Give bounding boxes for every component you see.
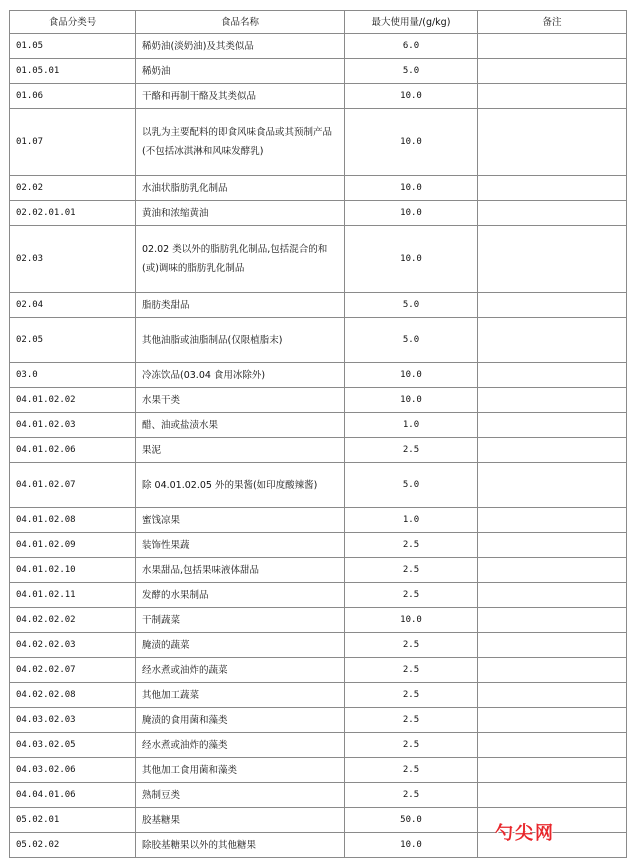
cell-food-name: 果泥 bbox=[136, 438, 345, 463]
table-row bbox=[10, 808, 627, 833]
cell-remarks bbox=[478, 413, 627, 438]
table-row bbox=[10, 558, 627, 583]
cell-food-name: 以乳为主要配料的即食风味食品或其预制产品(不包括冰淇淋和风味发酵乳) bbox=[136, 109, 345, 176]
cell-max-usage: 2.5 bbox=[345, 438, 478, 463]
table-row bbox=[10, 583, 627, 608]
cell-category-code: 05.02.01 bbox=[10, 808, 136, 833]
table-row bbox=[10, 34, 627, 59]
cell-food-name: 02.02 类以外的脂肪乳化制品,包括混合的和(或)调味的脂肪乳化制品 bbox=[136, 226, 345, 293]
cell-food-name: 除胶基糖果以外的其他糖果 bbox=[136, 833, 345, 858]
cell-food-name: 脂肪类甜品 bbox=[136, 293, 345, 318]
cell-food-name: 发酵的水果制品 bbox=[136, 583, 345, 608]
cell-remarks bbox=[478, 633, 627, 658]
cell-category-code: 04.03.02.03 bbox=[10, 708, 136, 733]
cell-category-code: 01.05 bbox=[10, 34, 136, 59]
cell-food-name: 装饰性果蔬 bbox=[136, 533, 345, 558]
cell-remarks bbox=[478, 758, 627, 783]
cell-max-usage: 10.0 bbox=[345, 176, 478, 201]
cell-food-name: 稀奶油(淡奶油)及其类似品 bbox=[136, 34, 345, 59]
cell-food-name: 稀奶油 bbox=[136, 59, 345, 84]
cell-remarks bbox=[478, 683, 627, 708]
table-row bbox=[10, 658, 627, 683]
cell-category-code: 04.04.01.06 bbox=[10, 783, 136, 808]
cell-remarks bbox=[478, 508, 627, 533]
cell-category-code: 02.02 bbox=[10, 176, 136, 201]
cell-food-name: 胶基糖果 bbox=[136, 808, 345, 833]
cell-category-code: 01.05.01 bbox=[10, 59, 136, 84]
cell-max-usage: 5.0 bbox=[345, 318, 478, 363]
cell-remarks bbox=[478, 363, 627, 388]
cell-remarks bbox=[478, 708, 627, 733]
cell-category-code: 04.03.02.05 bbox=[10, 733, 136, 758]
cell-remarks bbox=[478, 318, 627, 363]
cell-category-code: 04.02.02.08 bbox=[10, 683, 136, 708]
cell-food-name: 经水煮或油炸的蔬菜 bbox=[136, 658, 345, 683]
cell-food-name: 腌渍的蔬菜 bbox=[136, 633, 345, 658]
cell-food-name: 其他加工蔬菜 bbox=[136, 683, 345, 708]
cell-category-code: 02.04 bbox=[10, 293, 136, 318]
cell-remarks bbox=[478, 558, 627, 583]
table-row bbox=[10, 833, 627, 858]
cell-category-code: 04.02.02.07 bbox=[10, 658, 136, 683]
cell-max-usage: 2.5 bbox=[345, 633, 478, 658]
cell-food-name: 干酪和再制干酪及其类似品 bbox=[136, 84, 345, 109]
cell-max-usage: 10.0 bbox=[345, 201, 478, 226]
table-row bbox=[10, 733, 627, 758]
cell-food-name: 熟制豆类 bbox=[136, 783, 345, 808]
cell-remarks bbox=[478, 658, 627, 683]
cell-food-name: 除 04.01.02.05 外的果酱(如印度酸辣酱) bbox=[136, 463, 345, 508]
cell-max-usage: 2.5 bbox=[345, 783, 478, 808]
cell-remarks bbox=[478, 84, 627, 109]
cell-food-name: 干制蔬菜 bbox=[136, 608, 345, 633]
cell-food-name: 经水煮或油炸的藻类 bbox=[136, 733, 345, 758]
cell-remarks bbox=[478, 109, 627, 176]
cell-food-name: 醋、油或盐渍水果 bbox=[136, 413, 345, 438]
cell-category-code: 04.03.02.06 bbox=[10, 758, 136, 783]
cell-max-usage: 10.0 bbox=[345, 84, 478, 109]
cell-max-usage: 2.5 bbox=[345, 583, 478, 608]
table-row bbox=[10, 413, 627, 438]
table-row bbox=[10, 226, 627, 293]
table-row bbox=[10, 708, 627, 733]
cell-max-usage: 10.0 bbox=[345, 608, 478, 633]
cell-remarks bbox=[478, 608, 627, 633]
cell-max-usage: 2.5 bbox=[345, 658, 478, 683]
cell-category-code: 02.05 bbox=[10, 318, 136, 363]
cell-max-usage: 2.5 bbox=[345, 533, 478, 558]
table-row bbox=[10, 608, 627, 633]
header-max-usage: 最大使用量/(g/kg) bbox=[345, 11, 478, 34]
table-row bbox=[10, 533, 627, 558]
cell-max-usage: 1.0 bbox=[345, 413, 478, 438]
cell-remarks bbox=[478, 583, 627, 608]
cell-max-usage: 5.0 bbox=[345, 293, 478, 318]
cell-remarks bbox=[478, 34, 627, 59]
cell-category-code: 02.02.01.01 bbox=[10, 201, 136, 226]
cell-max-usage: 10.0 bbox=[345, 363, 478, 388]
cell-category-code: 04.02.02.03 bbox=[10, 633, 136, 658]
cell-max-usage: 1.0 bbox=[345, 508, 478, 533]
cell-remarks bbox=[478, 388, 627, 413]
additive-table bbox=[9, 10, 627, 858]
cell-food-name: 水油状脂肪乳化制品 bbox=[136, 176, 345, 201]
cell-food-name: 黄油和浓缩黄油 bbox=[136, 201, 345, 226]
cell-remarks bbox=[478, 533, 627, 558]
table-row bbox=[10, 683, 627, 708]
cell-max-usage: 10.0 bbox=[345, 388, 478, 413]
table-row bbox=[10, 508, 627, 533]
cell-category-code: 01.07 bbox=[10, 109, 136, 176]
cell-max-usage: 10.0 bbox=[345, 109, 478, 176]
cell-remarks bbox=[478, 293, 627, 318]
cell-max-usage: 5.0 bbox=[345, 59, 478, 84]
table-row bbox=[10, 176, 627, 201]
cell-category-code: 04.01.02.07 bbox=[10, 463, 136, 508]
cell-food-name: 其他油脂或油脂制品(仅限植脂末) bbox=[136, 318, 345, 363]
cell-category-code: 01.06 bbox=[10, 84, 136, 109]
cell-remarks bbox=[478, 201, 627, 226]
table-row bbox=[10, 463, 627, 508]
cell-category-code: 04.01.02.08 bbox=[10, 508, 136, 533]
table-row bbox=[10, 633, 627, 658]
table-row bbox=[10, 388, 627, 413]
cell-max-usage: 2.5 bbox=[345, 733, 478, 758]
cell-category-code: 04.01.02.03 bbox=[10, 413, 136, 438]
cell-category-code: 04.01.02.10 bbox=[10, 558, 136, 583]
cell-remarks bbox=[478, 783, 627, 808]
cell-remarks bbox=[478, 226, 627, 293]
cell-max-usage: 2.5 bbox=[345, 708, 478, 733]
cell-category-code: 02.03 bbox=[10, 226, 136, 293]
cell-remarks bbox=[478, 808, 627, 833]
cell-category-code: 04.01.02.02 bbox=[10, 388, 136, 413]
table-row bbox=[10, 438, 627, 463]
cell-food-name: 蜜饯凉果 bbox=[136, 508, 345, 533]
cell-max-usage: 50.0 bbox=[345, 808, 478, 833]
cell-remarks bbox=[478, 176, 627, 201]
table-row bbox=[10, 758, 627, 783]
table-row bbox=[10, 783, 627, 808]
table-row bbox=[10, 293, 627, 318]
cell-remarks bbox=[478, 833, 627, 858]
cell-max-usage: 2.5 bbox=[345, 683, 478, 708]
cell-category-code: 05.02.02 bbox=[10, 833, 136, 858]
header-category-code: 食品分类号 bbox=[10, 11, 136, 34]
cell-category-code: 04.01.02.09 bbox=[10, 533, 136, 558]
table-row bbox=[10, 318, 627, 363]
cell-max-usage: 6.0 bbox=[345, 34, 478, 59]
table-header-row bbox=[10, 11, 627, 34]
table-body bbox=[10, 34, 627, 858]
cell-remarks bbox=[478, 438, 627, 463]
cell-food-name: 水果干类 bbox=[136, 388, 345, 413]
table-row bbox=[10, 84, 627, 109]
cell-remarks bbox=[478, 59, 627, 84]
header-food-name: 食品名称 bbox=[136, 11, 345, 34]
cell-max-usage: 10.0 bbox=[345, 833, 478, 858]
cell-food-name: 腌渍的食用菌和藻类 bbox=[136, 708, 345, 733]
cell-category-code: 04.02.02.02 bbox=[10, 608, 136, 633]
site-watermark-logo: 勺尖网 bbox=[495, 823, 555, 844]
table-row bbox=[10, 109, 627, 176]
cell-food-name: 冷冻饮品(03.04 食用冰除外) bbox=[136, 363, 345, 388]
cell-food-name: 其他加工食用菌和藻类 bbox=[136, 758, 345, 783]
cell-max-usage: 5.0 bbox=[345, 463, 478, 508]
cell-max-usage: 10.0 bbox=[345, 226, 478, 293]
header-remarks: 备注 bbox=[478, 11, 627, 34]
cell-max-usage: 2.5 bbox=[345, 558, 478, 583]
cell-category-code: 03.0 bbox=[10, 363, 136, 388]
cell-category-code: 04.01.02.11 bbox=[10, 583, 136, 608]
cell-remarks bbox=[478, 733, 627, 758]
table-row bbox=[10, 363, 627, 388]
cell-category-code: 04.01.02.06 bbox=[10, 438, 136, 463]
cell-max-usage: 2.5 bbox=[345, 758, 478, 783]
cell-remarks bbox=[478, 463, 627, 508]
table-row bbox=[10, 201, 627, 226]
cell-food-name: 水果甜品,包括果味液体甜品 bbox=[136, 558, 345, 583]
table-row bbox=[10, 59, 627, 84]
